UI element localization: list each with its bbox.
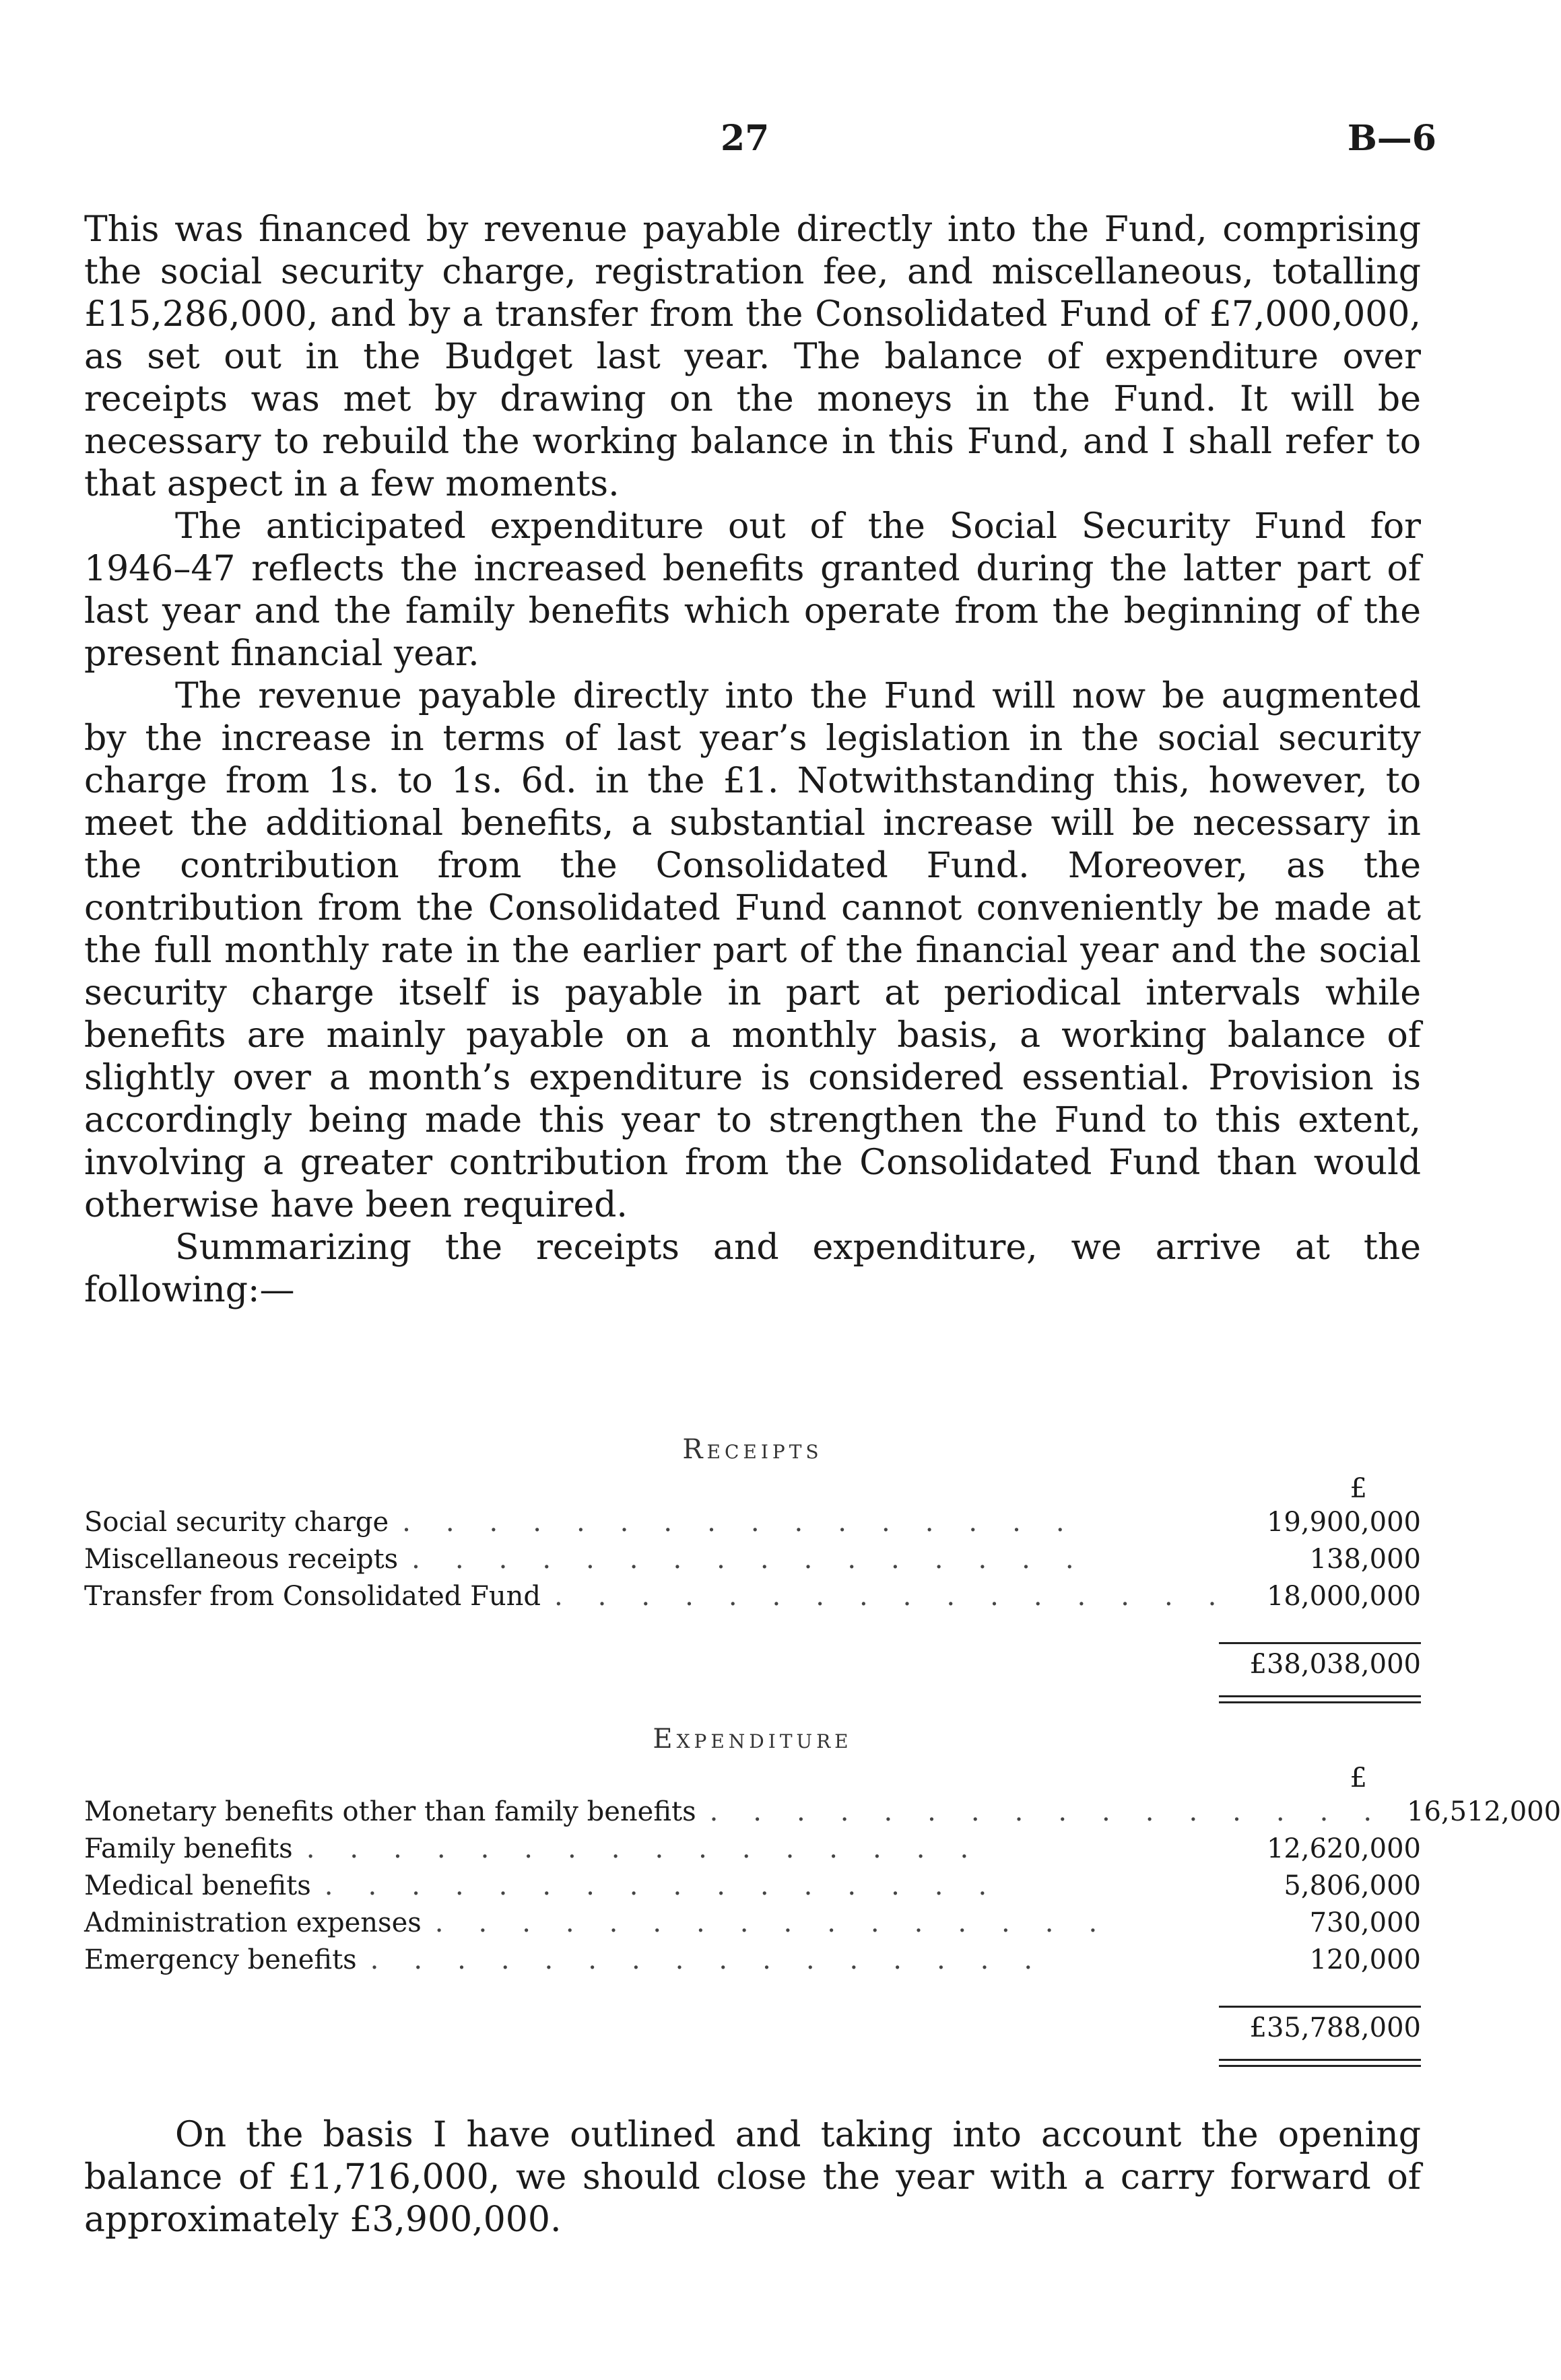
leader-dots: ................	[434, 1907, 1133, 1938]
receipts-table	[84, 1434, 1421, 1703]
row-label: Emergency benefits	[84, 1944, 357, 1975]
closing-text: On the basis I have outlined and taking into account the opening balance of £1,716,000, we should close the year with a carry forward of approximately £3,900,000.	[84, 2115, 1421, 2240]
leader-dots: ................	[370, 1944, 1068, 1975]
expenditure-title: Expenditure	[653, 1724, 853, 1755]
page-number: 27	[721, 118, 770, 159]
paragraph-3: The revenue payable directly into the Fund will now be augmented by the increase in terms of last year’s legislation in the social security charge from 1s. to 1s. 6d. in the £1. Notwithstanding this, however, to meet the additional benefits, a substantial increase will be necessary in the contribution from the Consolidated Fund. Moreover, as the contribution from the Consolidated Fund cannot conveniently be made at the full monthly rate in the earlier part of the financial year and the social security charge itself is payable in part at periodical intervals while benefits are mainly payable on a monthly basis, a working balance of slightly over a month’s expenditure is considered essential. Provision is accordingly being made this year to strengthen the Fund to this extent, involving a greater contribution from the Consolidated Fund than would otherwise have been required.	[84, 676, 1421, 1225]
leader-dots: ................	[554, 1581, 1252, 1612]
double-rule	[1219, 1695, 1421, 1703]
table-row	[84, 1794, 1561, 1831]
row-amount: 19,900,000	[1266, 1507, 1421, 1538]
receipts-total: £38,038,000	[1249, 1649, 1421, 1680]
paragraph-2: The anticipated expenditure out of the Social Security Fund for 1946–47 reflects the increased benefits granted during the latter part of last year and the family benefits which operate from the beginning of the present financial year.	[84, 506, 1421, 674]
table-row	[84, 1868, 1421, 1905]
body-text	[84, 209, 1421, 1312]
paragraph-1: This was financed by revenue payable directly into the Fund, comprising the social security charge, registration fee, and miscellaneous, totalling £15,286,000, and by a transfer from the Consolidated Fund of £7,000,000, as set out in the Budget last year. The balance of expenditure over receipts was met by drawing on the moneys in the Fund. It will be necessary to rebuild the working balance in this Fund, and I shall refer to that aspect in a few moments.	[84, 209, 1421, 504]
page-header	[0, 118, 1500, 178]
row-label: Miscellaneous receipts	[84, 1544, 399, 1575]
table-row	[84, 1578, 1421, 1615]
leader-dots: ................	[306, 1833, 1004, 1864]
row-amount: 16,512,000	[1407, 1796, 1561, 1827]
receipts-title: Receipts	[682, 1434, 823, 1465]
table-row	[84, 1541, 1421, 1578]
double-rule	[1219, 2059, 1421, 2067]
row-label: Social security charge	[84, 1507, 389, 1538]
leader-dots: ................	[402, 1507, 1100, 1538]
closing-paragraph	[84, 2114, 1421, 2241]
receipts-currency: £	[1350, 1473, 1367, 1504]
row-amount: 120,000	[1309, 1944, 1421, 1975]
expenditure-table	[84, 1724, 1561, 2067]
leader-dots: ................	[324, 1870, 1022, 1901]
paragraph-4: Summarizing the receipts and expenditure, we arrive at the following:—	[84, 1227, 1421, 1310]
table-row	[84, 1831, 1421, 1868]
row-amount: 138,000	[1309, 1544, 1421, 1575]
row-label: Medical benefits	[84, 1870, 311, 1901]
expenditure-total: £35,788,000	[1249, 2012, 1421, 2043]
expenditure-currency: £	[1350, 1763, 1367, 1794]
document-reference: B—6	[1347, 118, 1436, 159]
row-amount: 18,000,000	[1266, 1581, 1421, 1612]
row-label: Family benefits	[84, 1833, 293, 1864]
leader-dots: ................	[411, 1544, 1109, 1575]
row-label: Monetary benefits other than family benefits	[84, 1796, 696, 1827]
leader-dots: ................	[709, 1796, 1407, 1827]
row-amount: 730,000	[1309, 1907, 1421, 1938]
row-amount: 5,806,000	[1284, 1870, 1421, 1901]
row-label: Administration expenses	[84, 1907, 422, 1938]
table-row	[84, 1905, 1421, 1942]
row-label: Transfer from Consolidated Fund	[84, 1581, 541, 1612]
table-row	[84, 1942, 1421, 1979]
row-amount: 12,620,000	[1266, 1833, 1421, 1864]
table-row	[84, 1504, 1421, 1541]
